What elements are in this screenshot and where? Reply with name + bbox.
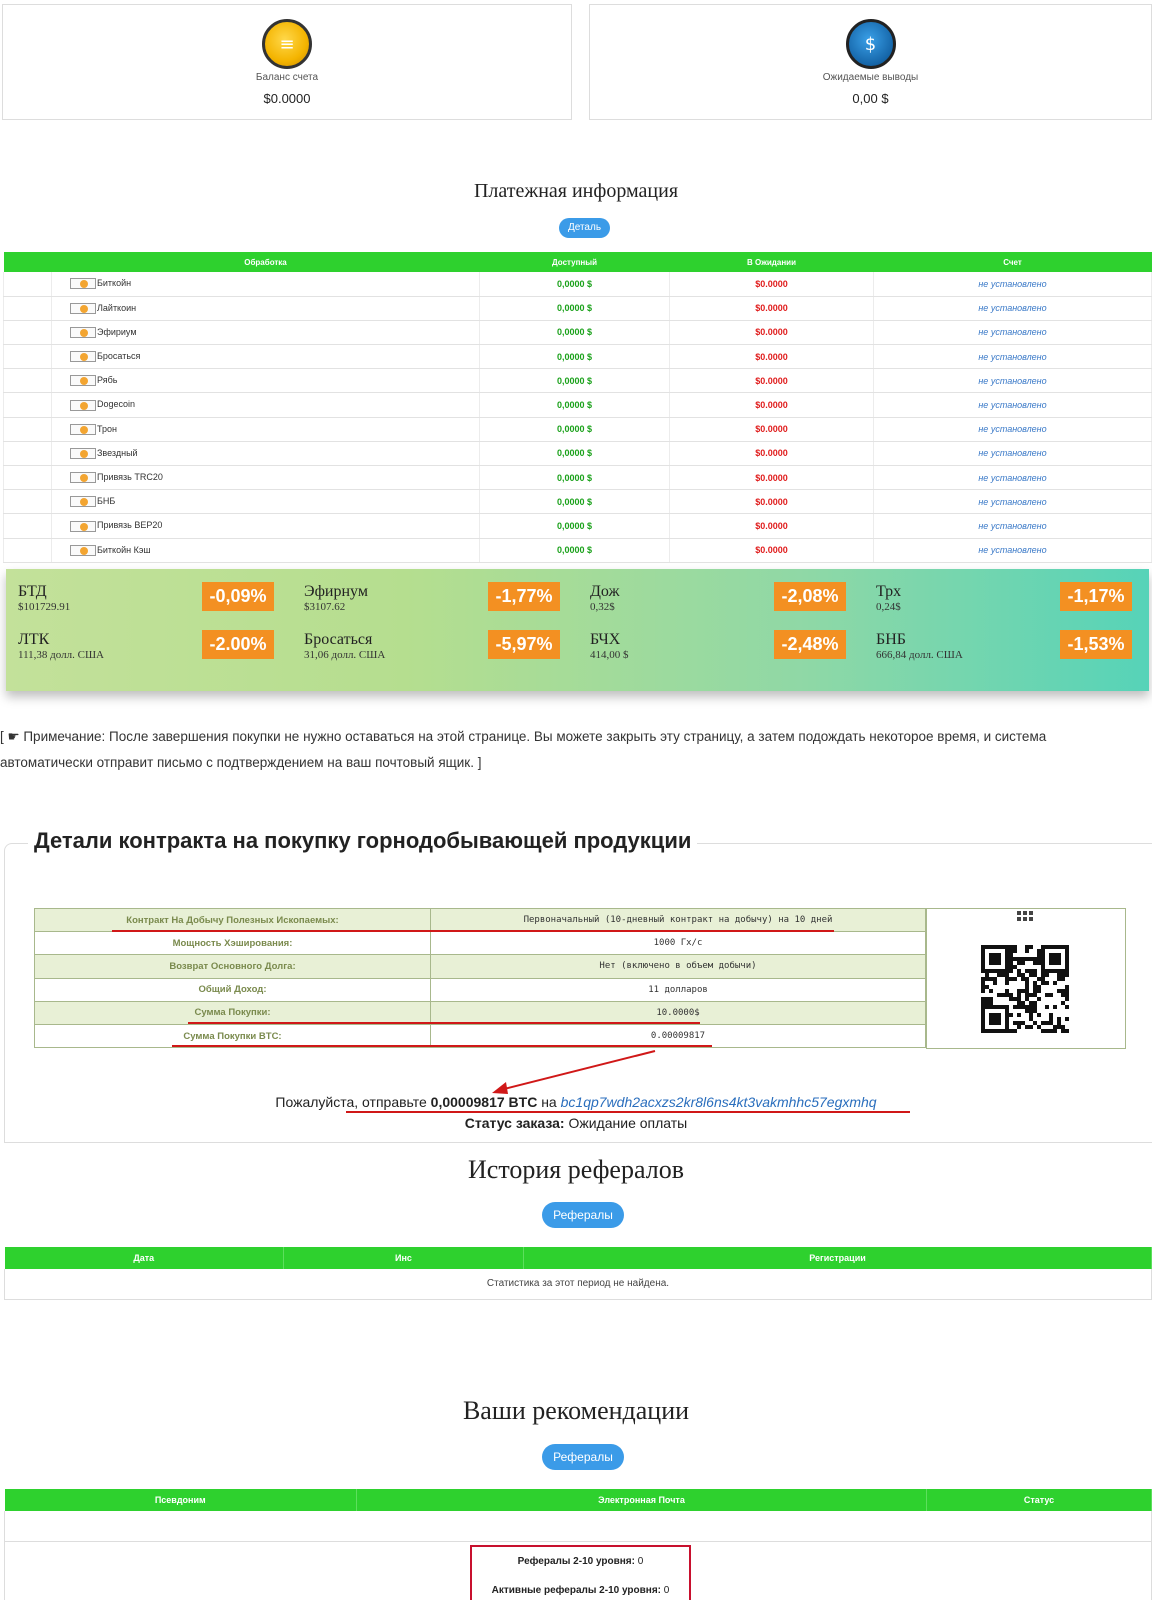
- payment-title: Платежная информация: [473, 180, 679, 202]
- table-row: [4, 369, 1152, 393]
- table-row: [4, 441, 1152, 465]
- account-link[interactable]: не установлено: [874, 296, 1152, 320]
- order-status: Статус заказа: Ожидание оплаты: [464, 1115, 688, 1131]
- qr-code-icon: [927, 909, 1127, 1050]
- table-row: [4, 514, 1152, 538]
- ticker-price: $101729.91: [18, 601, 71, 613]
- ticker-item: [6, 581, 286, 621]
- contract-key: Сумма Покупки BTC:: [35, 1024, 431, 1047]
- pending-amount: $0.0000: [670, 466, 874, 490]
- contract-key: Возврат Основного Долга:: [35, 955, 431, 978]
- currency-logo-icon: [70, 472, 96, 483]
- ticker-price: 31,06 долл. США: [304, 649, 386, 661]
- ticker-item: [578, 629, 858, 669]
- pending-amount: $0.0000: [670, 441, 874, 465]
- ticker-symbol: ЛТК: [18, 631, 50, 648]
- recommendations-referrals-button[interactable]: Рефералы: [542, 1444, 624, 1470]
- table-row: [4, 538, 1152, 562]
- currency-logo-icon: [70, 375, 96, 386]
- referrals-button[interactable]: Рефералы: [542, 1202, 624, 1228]
- col-available: Доступный: [480, 252, 670, 272]
- table-row: [35, 978, 926, 1001]
- balance-value: $0.0000: [263, 91, 311, 106]
- coins-icon: ≡: [262, 19, 312, 69]
- money-bag-icon: $: [846, 19, 896, 69]
- account-link[interactable]: не установлено: [874, 490, 1152, 514]
- note-line-2: автоматически отправит письмо с подтверждением на ваш почтовый ящик. ]: [0, 755, 482, 770]
- table-row: [35, 932, 926, 955]
- contract-value: 0.00009817: [431, 1024, 926, 1047]
- col-pending: В Ожидании: [670, 252, 874, 272]
- currency-name: Рябь: [97, 375, 118, 386]
- ticker-price: 111,38 долл. США: [18, 649, 104, 661]
- account-link[interactable]: не установлено: [874, 441, 1152, 465]
- recommendations-title: Ваши рекомендации: [462, 1396, 690, 1425]
- available-amount: 0,0000 $: [480, 514, 670, 538]
- table-row: [4, 490, 1152, 514]
- ticker-symbol: Эфирнум: [304, 583, 368, 600]
- contract-key: Контракт На Добычу Полезных Ископаемых:: [35, 909, 431, 932]
- col-processing: Обработка: [52, 252, 480, 272]
- ticker-price: $3107.62: [304, 601, 346, 613]
- pending-amount: $0.0000: [670, 369, 874, 393]
- note-line-1: [ ☛ Примечание: После завершения покупки не нужно оставаться на этой странице. Вы можете закрыть эту страницу, а затем подождать некоторое время, и система: [0, 729, 1047, 744]
- currency-name: Эфириум: [97, 326, 137, 337]
- ticker-symbol: БЧХ: [590, 631, 621, 648]
- withdraw-value: 0,00 $: [852, 91, 889, 106]
- payment-instruction: Пожалуйста, отправьте 0,00009817 BTC на bc1qp7wdh2acxzs2kr8l6ns4kt3vakmhhc57egxmhq: [275, 1094, 877, 1110]
- withdraw-label: Ожидаемые выводы: [822, 72, 919, 83]
- ticker-change-badge: -1,77%: [488, 582, 560, 611]
- table-row: [4, 272, 1152, 296]
- account-link[interactable]: не установлено: [874, 466, 1152, 490]
- contract-value: 11 долларов: [431, 978, 926, 1001]
- ticker-change-badge: -0,09%: [202, 582, 274, 611]
- account-link[interactable]: не установлено: [874, 538, 1152, 562]
- annotation-arrow: [480, 1048, 660, 1098]
- available-amount: 0,0000 $: [480, 417, 670, 441]
- currency-logo-icon: [70, 400, 96, 411]
- table-row: [4, 466, 1152, 490]
- contract-key: Сумма Покупки:: [35, 1001, 431, 1024]
- account-link[interactable]: не установлено: [874, 417, 1152, 441]
- currency-name: Лайткоин: [97, 302, 137, 313]
- currency-logo-icon: [70, 424, 96, 435]
- currency-logo-icon: [70, 303, 96, 314]
- currency-name: БНБ: [97, 496, 116, 507]
- contract-value: 10.0000$: [431, 1001, 926, 1024]
- account-link[interactable]: не установлено: [874, 514, 1152, 538]
- currency-name: Биткойн Кэш: [97, 544, 151, 555]
- col-account: Счет: [874, 252, 1152, 272]
- ticker-price: 414,00 $: [590, 649, 629, 661]
- available-amount: 0,0000 $: [480, 345, 670, 369]
- detail-button[interactable]: Деталь: [559, 218, 610, 238]
- ticker-change-badge: -1,53%: [1060, 630, 1132, 659]
- ticker-price: 666,84 долл. США: [876, 649, 963, 661]
- contract-key: Общий Доход:: [35, 978, 431, 1001]
- ticker-change-badge: -2,08%: [774, 582, 846, 611]
- pending-amount: $0.0000: [670, 490, 874, 514]
- ticker-symbol: Дож: [590, 583, 620, 600]
- account-link[interactable]: не установлено: [874, 369, 1152, 393]
- ticker-change-badge: -2,48%: [774, 630, 846, 659]
- currency-name: Привязь TRC20: [97, 472, 163, 483]
- referral-history-table: Дата Инс Регистрации Статистика за этот период не найдена.: [4, 1247, 1152, 1300]
- currency-logo-icon: [70, 351, 96, 362]
- account-link[interactable]: не установлено: [874, 393, 1152, 417]
- pending-amount: $0.0000: [670, 272, 874, 296]
- account-link[interactable]: не установлено: [874, 272, 1152, 296]
- referral-history-title: История рефералов: [468, 1155, 684, 1184]
- ticker-item: [292, 581, 572, 621]
- balance-label: Баланс счета: [255, 72, 319, 83]
- available-amount: 0,0000 $: [480, 296, 670, 320]
- annotation-underline: [346, 1111, 910, 1113]
- contract-key: Мощность Хэширования:: [35, 932, 431, 955]
- pending-amount: $0.0000: [670, 345, 874, 369]
- ticker-price: 0,24$: [876, 601, 901, 613]
- pending-amount: $0.0000: [670, 296, 874, 320]
- table-row: [4, 393, 1152, 417]
- crypto-ticker: [6, 569, 1149, 691]
- btc-amount: 0,00009817 BTC: [430, 1094, 538, 1110]
- available-amount: 0,0000 $: [480, 393, 670, 417]
- pending-amount: $0.0000: [670, 417, 874, 441]
- available-amount: 0,0000 $: [480, 490, 670, 514]
- available-amount: 0,0000 $: [480, 441, 670, 465]
- ticker-item: [864, 581, 1144, 621]
- table-row: [4, 320, 1152, 344]
- currency-logo-icon: [70, 496, 96, 507]
- qr-code-panel: [926, 908, 1126, 1049]
- currency-name: Звездный: [97, 447, 138, 458]
- table-row: [35, 955, 926, 978]
- balance-card: [2, 4, 572, 120]
- contract-title: Детали контракта на покупку горнодобывающей продукции: [28, 828, 697, 854]
- currency-name: Биткойн: [97, 278, 132, 289]
- ticker-symbol: Трх: [876, 583, 902, 600]
- currency-logo-icon: [70, 278, 96, 289]
- currency-name: Привязь BEP20: [97, 520, 163, 531]
- currency-logo-icon: [70, 521, 96, 532]
- currency-name: Трон: [97, 423, 117, 434]
- contract-value: Первоначальный (10-дневный контракт на добычу) на 10 дней: [431, 909, 926, 932]
- payment-table: [3, 252, 1152, 563]
- annotation-underline: [112, 930, 834, 932]
- available-amount: 0,0000 $: [480, 369, 670, 393]
- currency-logo-icon: [70, 448, 96, 459]
- currency-name: Бросаться: [97, 351, 141, 362]
- ticker-price: 0,32$: [590, 601, 615, 613]
- currency-name: Dogecoin: [97, 399, 136, 410]
- pending-amount: $0.0000: [670, 514, 874, 538]
- available-amount: 0,0000 $: [480, 538, 670, 562]
- btc-address-link[interactable]: bc1qp7wdh2acxzs2kr8l6ns4kt3vakmhhc57egxmhq: [560, 1094, 877, 1110]
- account-link[interactable]: не установлено: [874, 320, 1152, 344]
- available-amount: 0,0000 $: [480, 320, 670, 344]
- ticker-item: [864, 629, 1144, 669]
- currency-logo-icon: [70, 545, 96, 556]
- ticker-symbol: Бросаться: [304, 631, 373, 648]
- pending-amount: $0.0000: [670, 393, 874, 417]
- annotation-underline: [172, 1045, 712, 1047]
- annotation-underline: [188, 1022, 700, 1024]
- contract-value: Нет (включено в объем добычи): [431, 955, 926, 978]
- ticker-symbol: БТД: [18, 583, 47, 600]
- table-row: [35, 1001, 926, 1024]
- ticker-change-badge: -5,97%: [488, 630, 560, 659]
- ticker-item: [292, 629, 572, 669]
- empty-message: Статистика за этот период не найдена.: [5, 1269, 1152, 1299]
- ticker-item: [578, 581, 858, 621]
- available-amount: 0,0000 $: [480, 466, 670, 490]
- table-row: [35, 909, 926, 932]
- available-amount: 0,0000 $: [480, 272, 670, 296]
- ticker-change-badge: -1,17%: [1060, 582, 1132, 611]
- recommendations-table: Псевдоним Электронная Почта Статус: [4, 1489, 1152, 1600]
- pending-amount: $0.0000: [670, 538, 874, 562]
- pending-amount: $0.0000: [670, 320, 874, 344]
- ticker-item: [6, 629, 286, 669]
- table-row: [4, 345, 1152, 369]
- referral-levels-box: Рефералы 2-10 уровня: 0 Активные рефералы 2-10 уровня: 0: [470, 1545, 691, 1600]
- table-row: [4, 296, 1152, 320]
- purchase-note: [0, 724, 1152, 776]
- account-link[interactable]: не установлено: [874, 345, 1152, 369]
- ticker-change-badge: -2.00%: [202, 630, 274, 659]
- table-row: [4, 417, 1152, 441]
- contract-value: 1000 Гх/с: [431, 932, 926, 955]
- currency-logo-icon: [70, 327, 96, 338]
- ticker-symbol: БНБ: [876, 631, 906, 648]
- withdraw-card: [589, 4, 1152, 120]
